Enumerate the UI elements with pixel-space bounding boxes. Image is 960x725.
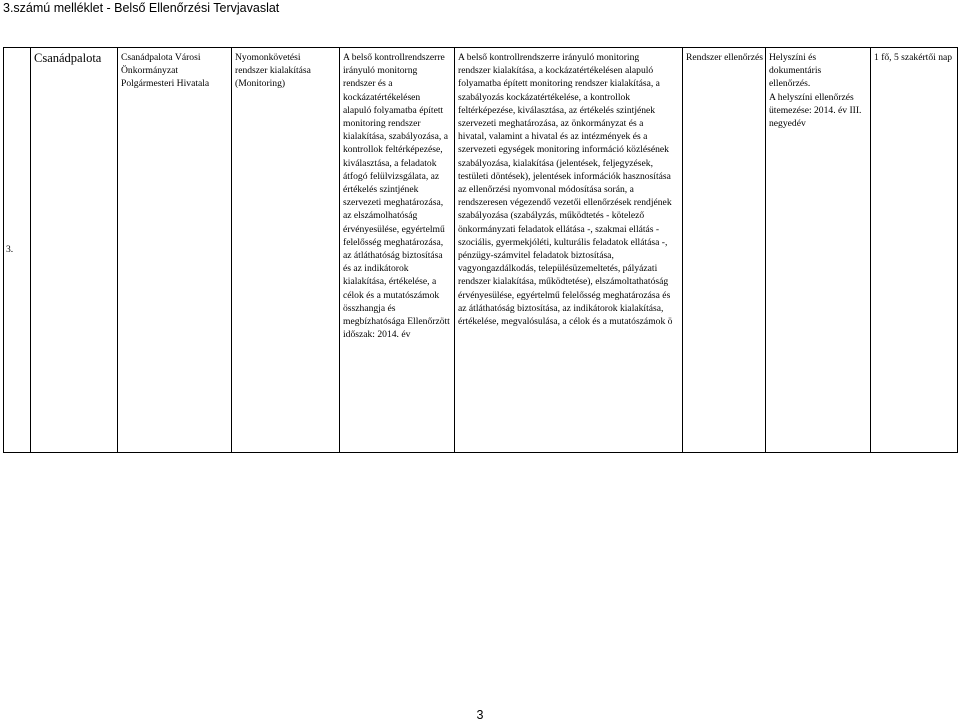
audit-goal-line: időszak: 2014. év bbox=[343, 329, 411, 341]
audit-description-line: szervezeti meghatározása, az önkormányzat és a bbox=[458, 118, 644, 130]
goal-cell bbox=[340, 48, 455, 453]
audit-goal-line: kiválasztása, a feladatok bbox=[343, 157, 437, 169]
audit-subject: Nyomonkövetési rendszer kialakítása (Monitoring) bbox=[235, 52, 311, 90]
page-number: 3 bbox=[476, 708, 484, 722]
audit-goal bbox=[340, 48, 454, 341]
audit-description-line: A belső kontrollrendszerre irányuló monitoring bbox=[458, 52, 640, 63]
audit-plan-table bbox=[3, 47, 958, 453]
audit-description-line: szociális, gyermekjóléti, kulturális feladatok ellátása -, bbox=[458, 236, 668, 248]
audit-description-line: szabályozása, kialakítása (jelentések, feljegyzések, bbox=[458, 157, 653, 169]
organization-cell bbox=[31, 48, 118, 453]
audit-description-line: feltérképezése, kiválasztása, az értékelés szintjének bbox=[458, 104, 656, 116]
audit-description-line: rendszer kialakítása, működtetése), elszámoltathatóság bbox=[458, 276, 669, 288]
resources-cell bbox=[871, 48, 958, 453]
audit-goal-line: érvényesülése, egyértelmű bbox=[343, 223, 445, 235]
audit-method: Helyszíni és dokumentáris ellenőrzés. A helyszíni ellenőrzés ütemezése: 2014. év III. negyedév bbox=[769, 52, 862, 130]
audit-goal-line: kialakítása, értékelése, a bbox=[343, 276, 437, 288]
audit-goal-line: értékelés szintjének bbox=[343, 184, 419, 196]
audit-description-line: érvényesülése, egyértelmű felelősség meghatározása és bbox=[458, 289, 671, 301]
audit-description-line: rendszeresen végezendő vezetői ellenőrzések rendjének bbox=[458, 197, 672, 209]
audit-goal-line: rendszer és a bbox=[343, 78, 393, 90]
audit-type: Rendszer ellenőrzés bbox=[686, 52, 763, 63]
page-header: 3.számú melléklet - Belső Ellenőrzési Tervjavaslat bbox=[3, 1, 280, 15]
audit-goal-line: monitoring rendszer bbox=[343, 118, 421, 130]
audit-description bbox=[455, 48, 682, 328]
audit-goal-line: az elszámolhatóság bbox=[343, 210, 418, 222]
audit-description-line: szervezeti egységek monitoring információ közlésének bbox=[458, 144, 669, 156]
audited-entity: Csanádpalota Városi Önkormányzat Polgármesteri Hivatala bbox=[121, 52, 210, 90]
organization-name: Csanádpalota bbox=[34, 51, 102, 65]
audit-resources: 1 fő, 5 szakértői nap bbox=[874, 52, 953, 63]
row-number-cell bbox=[4, 48, 31, 453]
audit-goal-line: felelősség meghatározása, bbox=[343, 236, 444, 248]
audit-goal-line: célok és a mutatószámok bbox=[343, 289, 440, 301]
description-cell bbox=[455, 48, 683, 453]
audit-goal-line: A belső kontrollrendszerre bbox=[343, 52, 445, 63]
audit-goal-line: kialakítása, szabályozása, a bbox=[343, 131, 448, 143]
audit-description-line: pénzügy-számvitel feladatok biztosítása, bbox=[458, 250, 614, 262]
audit-description-line: folyamatba épített monitoring rendszer kialakítása, a bbox=[458, 78, 660, 90]
table-row bbox=[4, 48, 958, 453]
audit-description-line: önkormányzati feladatok ellátása -, szakmai ellátás - bbox=[458, 223, 660, 235]
audit-description-line: az ellenőrzési nyomvonal módosítása során, a bbox=[458, 184, 634, 196]
audit-description-line: vagyongazdálkodás, településüzemeltetés, pályázati bbox=[458, 263, 658, 275]
audit-goal-line: az átláthatóság biztosítása bbox=[343, 250, 443, 262]
audit-goal-line: átfogó felülvizsgálata, az bbox=[343, 170, 440, 182]
audit-type-cell bbox=[683, 48, 766, 453]
audit-description-line: értékelése, megvalósulása, a célok és a mutatószámok ö bbox=[458, 316, 673, 328]
method-cell bbox=[766, 48, 871, 453]
audit-description-line: szabályozás kockázatértékelése, a kontrollok bbox=[458, 91, 631, 103]
audit-goal-line: és az indikátorok bbox=[343, 263, 409, 275]
audit-description-line: hivatal, valamint a hivatal és az intézmények és a bbox=[458, 131, 648, 143]
audit-goal-line: kontrollok feltérképezése, bbox=[343, 144, 443, 156]
audit-description-line: testületi döntések), jelentések információk hasznosítása bbox=[458, 170, 671, 182]
audit-goal-line: összhangja és bbox=[343, 302, 396, 314]
subject-cell bbox=[232, 48, 340, 453]
audit-goal-line: irányuló monitorng bbox=[343, 65, 418, 77]
row-number: 3. bbox=[6, 244, 14, 256]
audit-description-line: szabályozása (szabályzás, működtetés - kötelező bbox=[458, 210, 645, 222]
audit-goal-line: megbízhatósága Ellenőrzött bbox=[343, 316, 450, 328]
audit-goal-line: alapuló folyamatba épített bbox=[343, 104, 444, 116]
audit-description-line: rendszer kialakítása, a kockázatértékelésen alapuló bbox=[458, 65, 654, 77]
entity-cell bbox=[118, 48, 232, 453]
audit-goal-line: szervezeti meghatározása, bbox=[343, 197, 444, 209]
audit-description-line: az átláthatóság biztosítása, az indikátorok kialakítása, bbox=[458, 302, 664, 314]
audit-goal-line: kockázatértékelésen bbox=[343, 91, 421, 103]
